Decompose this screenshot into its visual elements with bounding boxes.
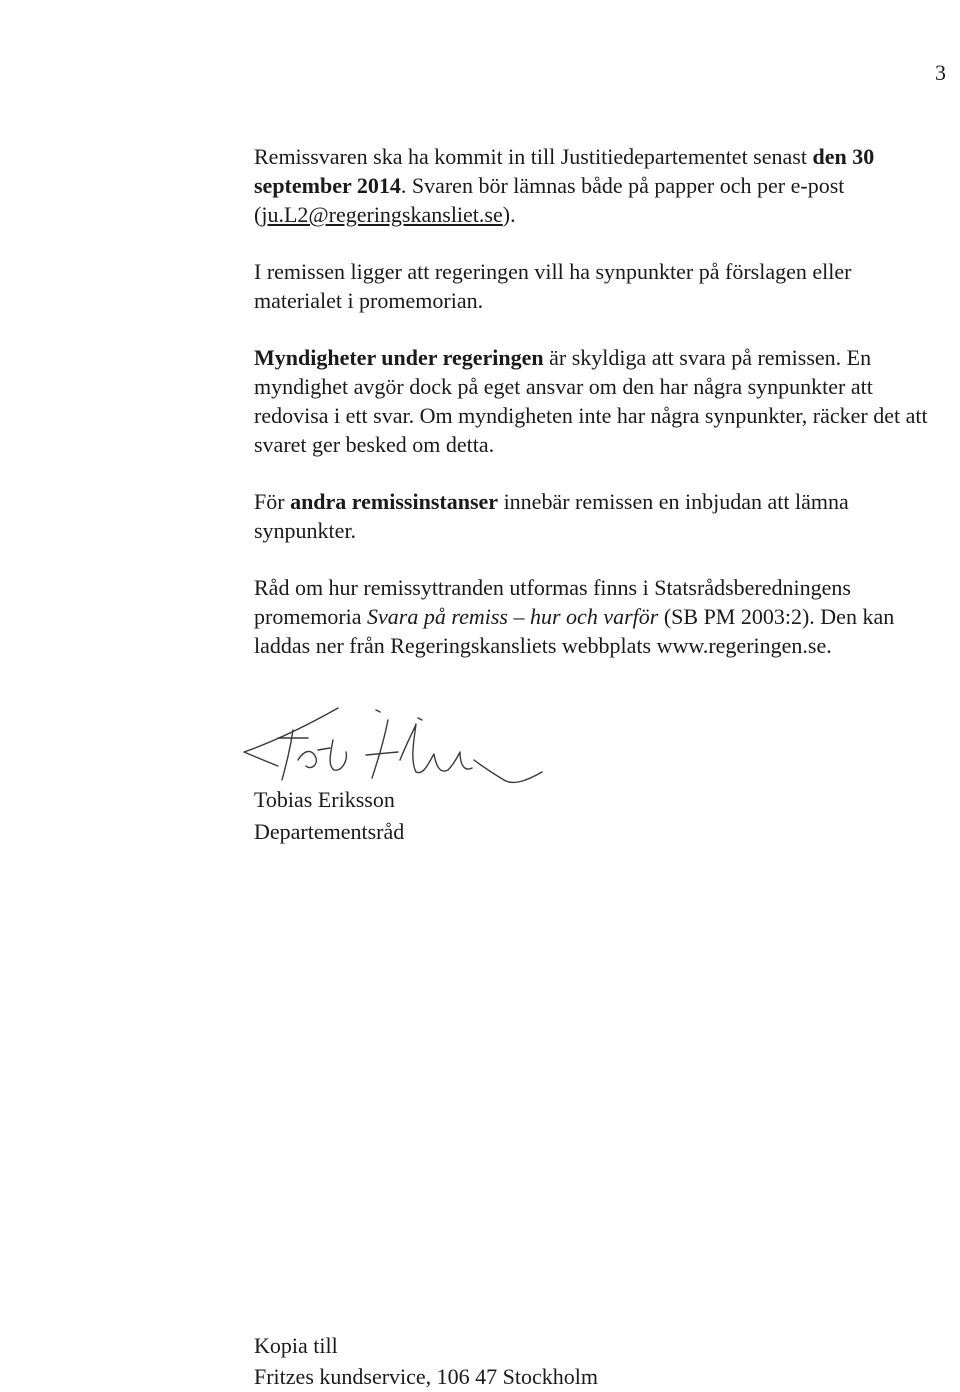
signatory-title: Departementsråd: [254, 819, 405, 844]
copy-recipient: Fritzes kundservice, 106 47 Stockholm: [254, 1364, 599, 1389]
text: . Svaren bör lämnas både på papper och per e-post (: [254, 173, 845, 227]
page-number: 3: [935, 60, 946, 85]
memo-title: Svara på remiss – hur och varför: [367, 604, 659, 629]
signatory-name: Tobias Eriksson: [254, 787, 395, 812]
email-link[interactable]: ju.L2@regeringskansliet.se: [261, 202, 503, 227]
signature-block: [254, 784, 404, 848]
text: (SB PM 2003:2). Den kan laddas ner från Regeringskansliets webbplats www.regeringen.se.: [254, 604, 895, 658]
paragraph-authorities: [254, 343, 944, 459]
letter-body: [254, 142, 944, 688]
paragraph-other-bodies: [254, 487, 944, 545]
text: ).: [502, 202, 516, 227]
paragraph-deadline: [254, 142, 944, 229]
text: Remissvaren ska ha kommit in till Justitiedepartementet senast: [254, 144, 813, 169]
copy-label: Kopia till: [254, 1333, 338, 1358]
paragraph-advice: [254, 573, 944, 660]
deadline-date: den 30 september 2014: [254, 144, 875, 198]
handwritten-signature: [238, 700, 558, 790]
text: är skyldiga att svara på remissen. En myndighet avgör dock på eget ansvar om den har några synpunkter att redovisa i ett svar. Om myndigheten inte har några synpunkter, räcker det att svaret ger besked om detta.: [254, 345, 928, 457]
text: innebär remissen en inbjudan att lämna synpunkter.: [254, 489, 849, 543]
other-bodies-heading: andra remissinstanser: [290, 489, 499, 514]
authorities-heading: Myndigheter under regeringen: [254, 345, 544, 370]
paragraph-purpose: I remissen ligger att regeringen vill ha synpunkter på förslagen eller materialet i promemorian.: [254, 259, 852, 313]
text: Råd om hur remissyttranden utformas finns i Statsrådsberedningens promemoria: [254, 575, 851, 629]
text: För: [254, 489, 291, 514]
copy-block: [254, 1330, 598, 1392]
